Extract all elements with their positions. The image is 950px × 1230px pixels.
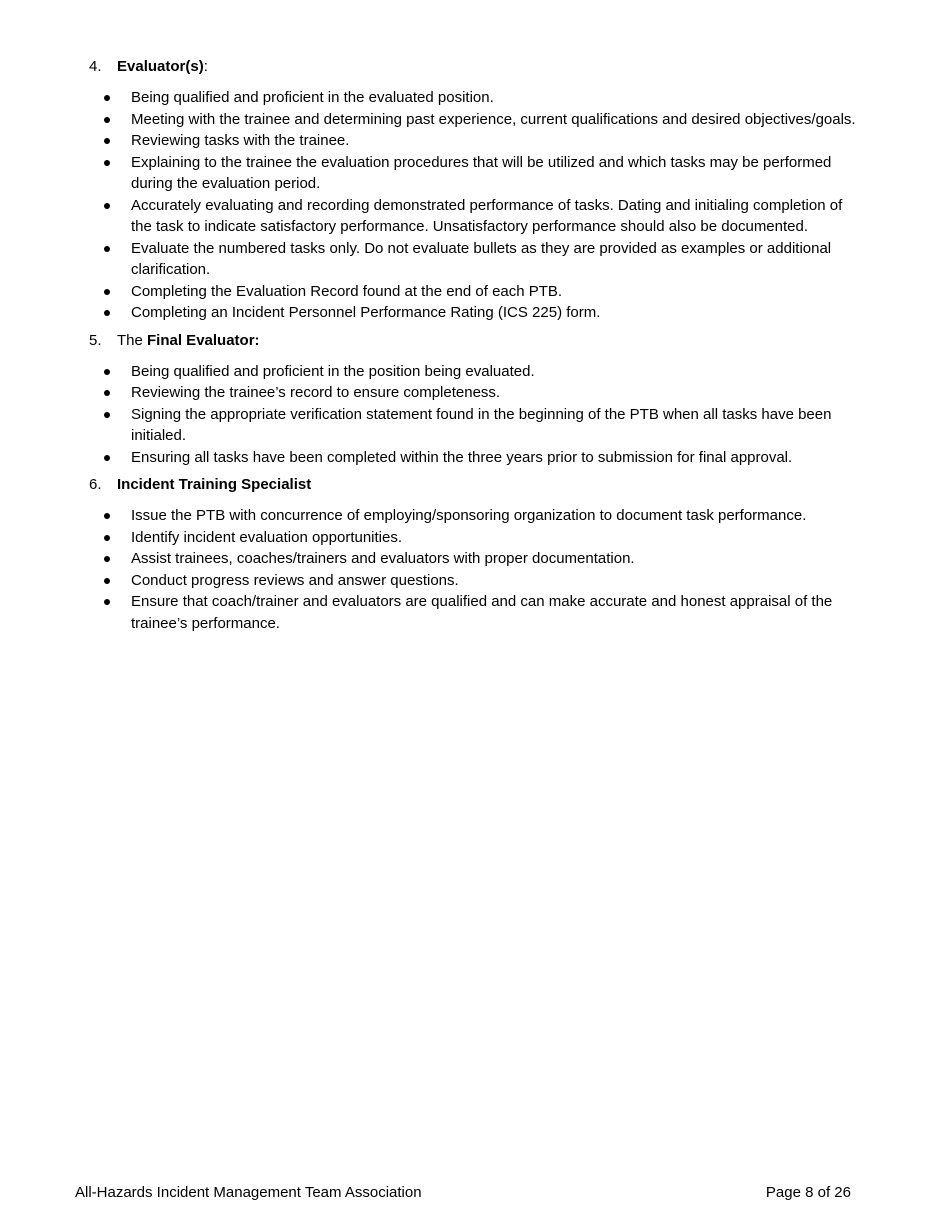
bullet-icon bbox=[104, 535, 110, 541]
section-title: Incident Training Specialist bbox=[117, 476, 312, 493]
list-item bbox=[89, 404, 866, 447]
list-item bbox=[89, 382, 866, 404]
bullet-icon bbox=[104, 513, 110, 519]
list-item bbox=[89, 527, 866, 549]
list-item-text: Identify incident evaluation opportunities. bbox=[131, 528, 403, 546]
list-item-text: Meeting with the trainee and determining past experience, current qualifications and desired objectives/goals. bbox=[131, 110, 856, 128]
list-item-text: Accurately evaluating and recording demonstrated performance of tasks. Dating and initialing completion of the task to indicate satisfactory performance. Unsatisfactory performance should also be documented. bbox=[131, 196, 843, 235]
list-item-text: Reviewing tasks with the trainee. bbox=[131, 132, 350, 149]
bullet-icon bbox=[104, 369, 110, 375]
list-item-text: Assist trainees, coaches/trainers and evaluators with proper documentation. bbox=[131, 550, 635, 567]
list-item bbox=[89, 109, 866, 131]
bullet-icon bbox=[104, 390, 110, 396]
list-item bbox=[89, 505, 866, 527]
list-item-text: Conduct progress reviews and answer questions. bbox=[131, 571, 459, 589]
list-item bbox=[89, 548, 866, 570]
section-heading bbox=[89, 475, 859, 495]
bullet-icon bbox=[104, 412, 110, 418]
list-item-text: Completing the Evaluation Record found at the end of each PTB. bbox=[131, 282, 563, 300]
list-item bbox=[89, 447, 866, 469]
bullet-icon bbox=[104, 556, 110, 562]
list-item-text: Ensure that coach/trainer and evaluators are qualified and can make accurate and honest appraisal of the trainee’s performance. bbox=[131, 593, 833, 632]
bullet-icon bbox=[104, 310, 110, 316]
bullet-list bbox=[89, 87, 859, 324]
section-title: Evaluator(s) bbox=[117, 58, 204, 75]
section-number: 4. bbox=[89, 58, 102, 75]
list-item-text: Signing the appropriate verification statement found in the beginning of the PTB when all tasks have been initialed. bbox=[131, 405, 832, 444]
bullet-list bbox=[89, 361, 859, 469]
bullet-icon bbox=[104, 95, 110, 101]
list-item-text: Completing an Incident Personnel Performance Rating (ICS 225) form. bbox=[131, 304, 601, 321]
list-item bbox=[89, 130, 866, 152]
list-item bbox=[89, 87, 866, 109]
footer-page-number: Page 8 of 26 bbox=[765, 1184, 851, 1201]
list-item bbox=[89, 238, 866, 281]
list-item-text: Reviewing the trainee’s record to ensure completeness. bbox=[131, 384, 501, 401]
page-content bbox=[89, 57, 859, 641]
list-item bbox=[89, 361, 866, 383]
list-item-text: Evaluate the numbered tasks only. Do not evaluate bullets as they are provided as examples or additional clarification. bbox=[131, 239, 832, 278]
list-item bbox=[89, 570, 866, 592]
section-number: 6. bbox=[89, 476, 102, 493]
bullet-icon bbox=[104, 455, 110, 461]
section-title-suffix: : bbox=[203, 58, 208, 75]
section-number: 5. bbox=[89, 331, 102, 349]
section-title: Final Evaluator: bbox=[147, 331, 260, 349]
footer-organization: All-Hazards Incident Management Team Association bbox=[75, 1184, 422, 1201]
list-item bbox=[89, 152, 866, 195]
bullet-icon bbox=[104, 203, 110, 209]
bullet-icon bbox=[104, 246, 110, 252]
list-item bbox=[89, 195, 866, 238]
section-4 bbox=[89, 57, 859, 324]
list-item-text: Being qualified and proficient in the evaluated position. bbox=[131, 89, 494, 106]
list-item-text: Explaining to the trainee the evaluation procedures that will be utilized and which tasks may be performed during the evaluation period. bbox=[131, 153, 832, 192]
list-item-text: Being qualified and proficient in the position being evaluated. bbox=[131, 362, 535, 380]
list-item bbox=[89, 302, 866, 324]
bullet-icon bbox=[104, 599, 110, 605]
section-5 bbox=[89, 331, 859, 469]
bullet-icon bbox=[104, 160, 110, 166]
bullet-icon bbox=[104, 138, 110, 144]
section-heading bbox=[89, 57, 859, 77]
list-item bbox=[89, 281, 866, 303]
list-item-text: Ensuring all tasks have been completed within the three years prior to submission for final approval. bbox=[131, 448, 793, 466]
bullet-icon bbox=[104, 117, 110, 123]
bullet-icon bbox=[104, 289, 110, 295]
section-6 bbox=[89, 475, 859, 634]
list-item bbox=[89, 591, 866, 634]
section-title-prefix: The bbox=[117, 331, 148, 349]
bullet-list bbox=[89, 505, 859, 634]
section-heading bbox=[89, 331, 859, 351]
list-item-text: Issue the PTB with concurrence of employing/sponsoring organization to document task performance. bbox=[131, 507, 807, 524]
bullet-icon bbox=[104, 578, 110, 584]
